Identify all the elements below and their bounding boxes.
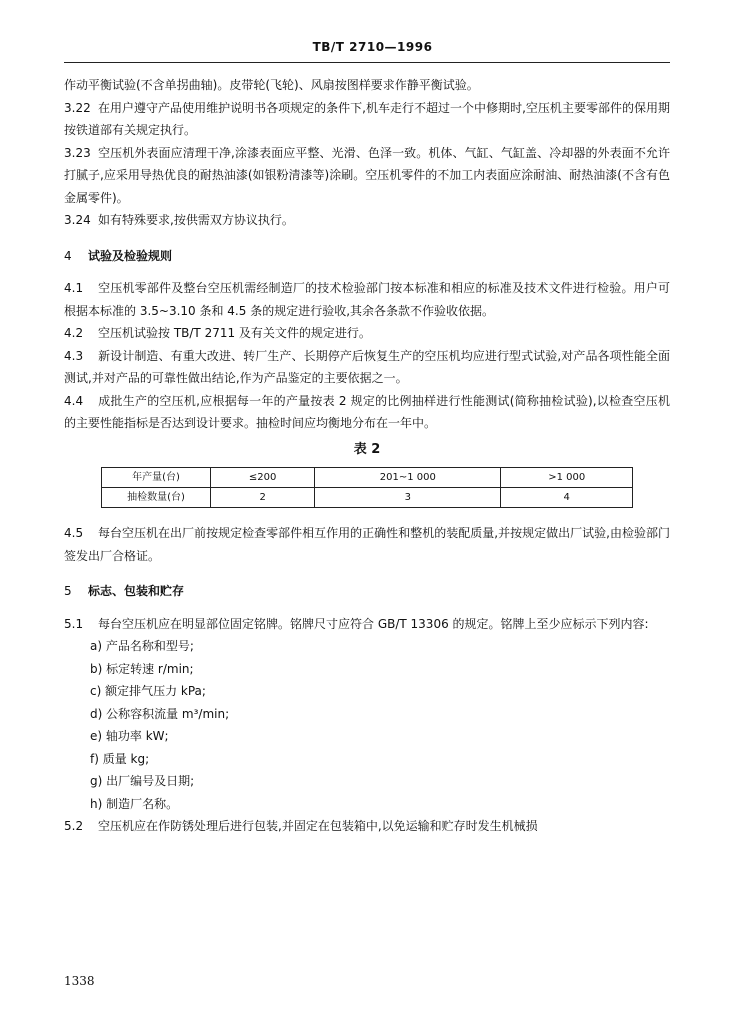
section-heading-5 bbox=[64, 580, 670, 603]
clause-text: 在用户遵守产品使用维护说明书各项规定的条件下,机车走行不超过一个中修期时,空压机主要零部件的保用期按铁道部有关规定执行。 bbox=[64, 100, 670, 137]
list-item: b) 标定转速 r/min; bbox=[90, 661, 194, 676]
section-title: 试验及检验规则 bbox=[88, 248, 173, 263]
clause-4-5 bbox=[64, 522, 670, 567]
clause-text: 如有特殊要求,按供需双方协议执行。 bbox=[98, 213, 294, 227]
table-row bbox=[102, 488, 633, 508]
section-heading-4 bbox=[64, 245, 670, 268]
table-cell: ≤200 bbox=[211, 468, 315, 488]
list-item: g) 出厂编号及日期; bbox=[90, 774, 195, 788]
table-row-label: 年产量(台) bbox=[102, 468, 211, 488]
clause-5-2 bbox=[64, 815, 670, 838]
list-item: d) 公称容积流量 m³/min; bbox=[90, 706, 230, 721]
clause-number: 5.2 bbox=[64, 819, 84, 833]
table-caption: 表 2 bbox=[353, 441, 381, 457]
table-cell: 2 bbox=[211, 488, 315, 508]
clause-text: 空压机试验按 TB/T 2711 及有关文件的规定进行。 bbox=[98, 326, 371, 340]
sampling-table bbox=[101, 467, 633, 508]
list-item: c) 额定排气压力 kPa; bbox=[90, 684, 206, 698]
paragraph-continued: 作动平衡试验(不含单拐曲轴)。皮带轮(飞轮)、风扇按图样要求作静平衡试验。 bbox=[64, 78, 479, 92]
document-body bbox=[64, 74, 670, 838]
clause-number: 3.24 bbox=[64, 213, 91, 227]
list-item: f) 质量 kg; bbox=[90, 751, 150, 766]
clause-text: 空压机应在作防锈处理后进行包装,并固定在包装箱中,以免运输和贮存时发生机械损 bbox=[98, 819, 538, 833]
list-item: a) 产品名称和型号; bbox=[90, 639, 194, 653]
list-item: e) 轴功率 kW; bbox=[90, 729, 169, 743]
table-row bbox=[102, 468, 633, 488]
clause-text: 成批生产的空压机,应根据每一年的产量按表 2 规定的比例抽样进行性能测试(简称抽检试验),以检查空压机的主要性能指标是否达到设计要求。抽检时间应均衡地分布在一年中。 bbox=[64, 393, 670, 430]
section-number: 5 bbox=[64, 584, 72, 598]
list-item: h) 制造厂名称。 bbox=[90, 796, 179, 811]
clause-number: 4.2 bbox=[64, 326, 84, 340]
clause-4-4 bbox=[64, 390, 670, 435]
clause-number: 4.3 bbox=[64, 348, 84, 363]
page-header: TB/T 2710—1996 bbox=[312, 40, 433, 54]
clause-4-3 bbox=[64, 345, 670, 390]
clause-4-2 bbox=[64, 322, 670, 345]
clause-number: 4.4 bbox=[64, 393, 84, 408]
clause-text: 空压机外表面应清理干净,涂漆表面应平整、光滑、色泽一致。机体、气缸、气缸盖、冷却器的外表面不允许打腻子,应采用导热优良的耐热油漆(如银粉清漆等)涂刷。空压机零件的不加工内表面应涂耐油、耐热油漆(不含有色金属零件)。 bbox=[64, 145, 670, 205]
clause-5-1 bbox=[64, 613, 670, 636]
clause-text: 每台空压机在出厂前按规定检查零部件相互作用的正确性和整机的装配质量,并按规定做出厂试验,由检验部门签发出厂合格证。 bbox=[64, 526, 670, 563]
clause-number: 4.5 bbox=[64, 526, 84, 540]
clause-3-24 bbox=[64, 209, 670, 232]
section-number: 4 bbox=[64, 248, 72, 263]
nameplate-list bbox=[64, 635, 670, 815]
table-row-label: 抽检数量(台) bbox=[102, 488, 211, 508]
clause-number: 3.23 bbox=[64, 145, 91, 160]
section-title: 标志、包装和贮存 bbox=[88, 584, 185, 598]
clause-3-23 bbox=[64, 142, 670, 210]
clause-text: 空压机零部件及整台空压机需经制造厂的技术检验部门按本标准和相应的标准及技术文件进行检验。用户可根据本标准的 3.5~3.10 条和 4.5 条的规定进行验收,其余各条款不作验收依据。 bbox=[64, 281, 670, 318]
page-number: 1338 bbox=[64, 974, 95, 988]
header-rule bbox=[64, 62, 670, 63]
clause-4-1 bbox=[64, 277, 670, 322]
table-cell: 4 bbox=[501, 488, 633, 508]
clause-number: 4.1 bbox=[64, 281, 84, 295]
spacer bbox=[64, 508, 670, 522]
clause-number: 3.22 bbox=[64, 100, 91, 115]
clause-3-22 bbox=[64, 97, 670, 142]
clause-text: 新设计制造、有重大改进、转厂生产、长期停产后恢复生产的空压机均应进行型式试验,对产品各项性能全面测试,并对产品的可靠性做出结论,作为产品鉴定的主要依据之一。 bbox=[64, 348, 670, 385]
clause-number: 5.1 bbox=[64, 616, 84, 631]
table-cell: >1 000 bbox=[501, 468, 633, 488]
table-cell: 3 bbox=[315, 488, 501, 508]
table-cell: 201~1 000 bbox=[315, 468, 501, 488]
clause-text: 每台空压机应在明显部位固定铭牌。铭牌尺寸应符合 GB/T 13306 的规定。铭牌上至少应标示下列内容: bbox=[98, 616, 649, 631]
